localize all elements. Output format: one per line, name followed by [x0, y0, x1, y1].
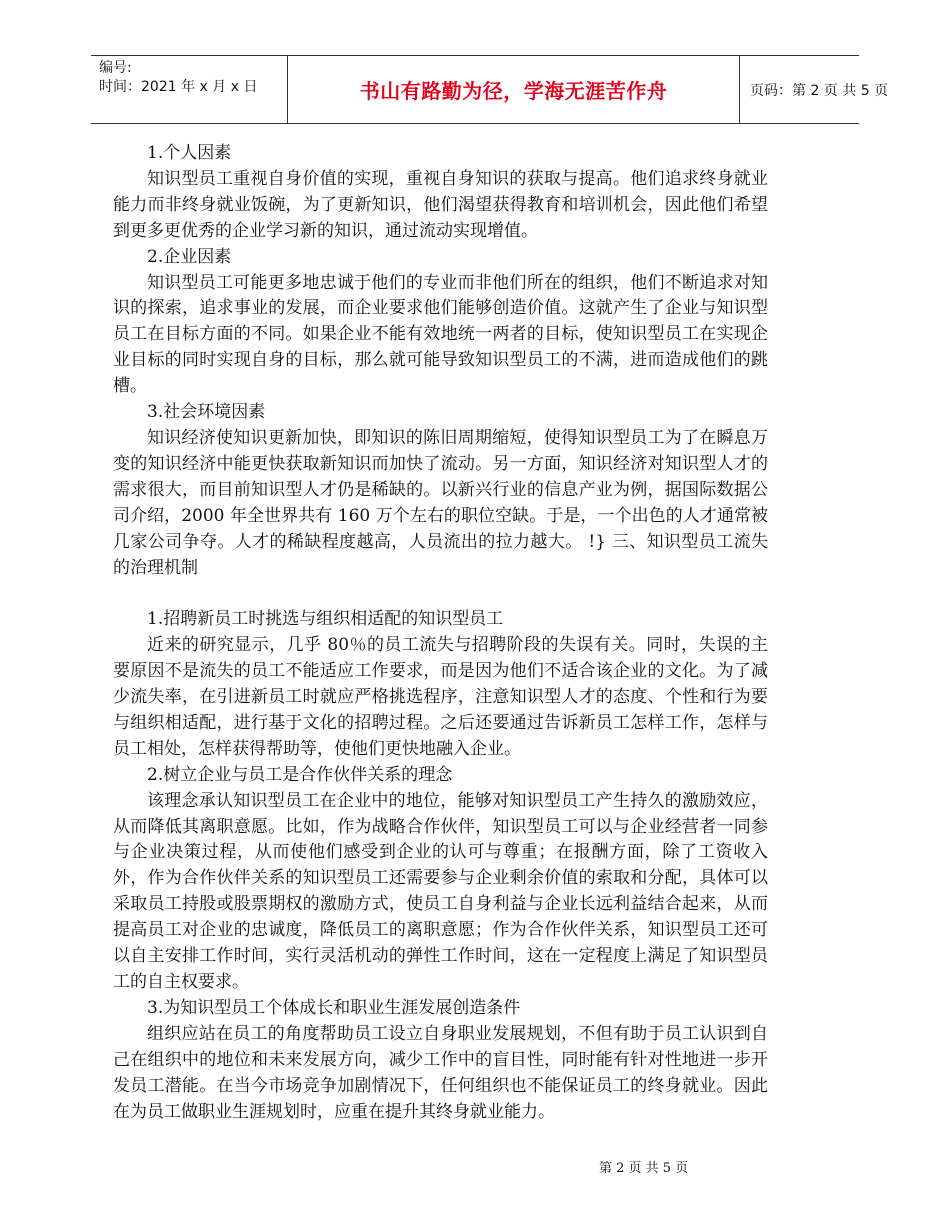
page-footer: 第 2 页 共 5 页 [599, 1161, 689, 1176]
header-meta [91, 56, 287, 123]
document-body [113, 141, 768, 1125]
blank-line [113, 581, 768, 607]
paragraph-recruitment: 近来的研究显示，几乎 80％的员工流失与招聘阶段的失误有关。同时，失误的主要原因不是流失的员工不能适应工作要求，而是因为他们不适合该企业的文化。为了减少流失率，在引进新员工时就应严格挑选程序，注意知识型人才的态度、个性和行为要与组织相适配，进行基于文化的招聘过程。之后还要通过告诉新员工怎样工作，怎样与员工相处，怎样获得帮助等，使他们更快地融入企业。 [113, 635, 768, 759]
paragraph-personal-factors: 知识型员工重视自身价值的实现，重视自身知识的获取与提高。他们追求终身就业能力而非终身就业饭碗，为了更新知识，他们渴望获得教育和培训机会，因此他们希望到更多更优秀的企业学习新的知识，通过流动实现增值。 [113, 168, 768, 241]
paragraph-partnership: 该理念承认知识型员工在企业中的地位，能够对知识型员工产生持久的激励效应，从而降低其离职意愿。比如，作为战略合作伙伴，知识型员工可以与企业经营者一同参与企业决策过程，从而使他们感受到企业的认可与尊重；在报酬方面，除了工资收入外，作为合作伙伴关系的知识型员工还需要参与企业剩余价值的索取和分配，具体可以采取员工持股或股票期权的激励方式，使员工自身利益与企业长远利益结合起来，从而提高员工对企业的忠诚度，降低员工的离职意愿；作为合作伙伴关系，知识型员工还可以自主安排工作时间，实行灵活机动的弹性工作时间，这在一定程度上满足了知识型员工的自主权要求。 [113, 790, 768, 992]
header-motto: 书山有路勤为径，学海无涯苦作舟 [359, 79, 668, 103]
doc-time-label: 时间：2021 年 x 月 x 日 [99, 79, 258, 95]
section-heading-social-factors: 3.社会环境因素 [147, 402, 266, 423]
section-heading-career-development: 3.为知识型员工个体成长和职业生涯发展创造条件 [147, 997, 521, 1018]
paragraph-career-development: 组织应站在员工的角度帮助员工设立自身职业发展规划，不但有助于员工认识到自己在组织中的地位和未来发展方向，减少工作中的盲目性，同时能有针对性地进一步开发员工潜能。在当今市场竞争加剧情况下，任何组织也不能保证员工的终身就业。因此在为员工做职业生涯规划时，应重在提升其终身就业能力。 [113, 1023, 768, 1122]
paragraph-social-factors: 知识经济使知识更新加快，即知识的陈旧周期缩短，使得知识型员工为了在瞬息万变的知识经济中能更快获取新知识而加快了流动。另一方面，知识经济对知识型人才的需求很大，而目前知识型人才仍是稀缺的。以新兴行业的信息产业为例，据国际数据公司介绍，2000 年全世界共有 160 万个左右的职位空缺。于是，一个出色的人才通常被几家公司争夺。人才的稀缺程度越高，人员流出的拉力越大。 !} 三、知识型员工流失的治理机制 [113, 427, 768, 578]
page-header [91, 55, 889, 124]
section-heading-personal-factors: 1.个人因素 [147, 143, 232, 163]
paragraph-enterprise-factors: 知识型员工可能更多地忠诚于他们的专业而非他们所在的组织，他们不断追求对知识的探索，追求事业的发展，而企业要求他们能够创造价值。这就产生了企业与知识型员工在目标方面的不同。如果企业不能有效地统一两者的目标，使知识型员工在实现企业目标的同时实现自身的目标，那么就可能导致知识型员工的不满，进而造成他们的跳槽。 [113, 272, 768, 397]
section-heading-partnership: 2.树立企业与员工是合作伙伴关系的理念 [147, 764, 453, 785]
doc-number-label: 编号: [99, 60, 132, 76]
section-heading-recruitment: 1.招聘新员工时挑选与组织相适配的知识型员工 [147, 609, 504, 630]
header-motto-cell [287, 56, 740, 123]
section-heading-enterprise-factors: 2.企业因素 [147, 246, 232, 267]
header-page-info: 页码：第 2 页 共 5 页 [750, 82, 889, 99]
